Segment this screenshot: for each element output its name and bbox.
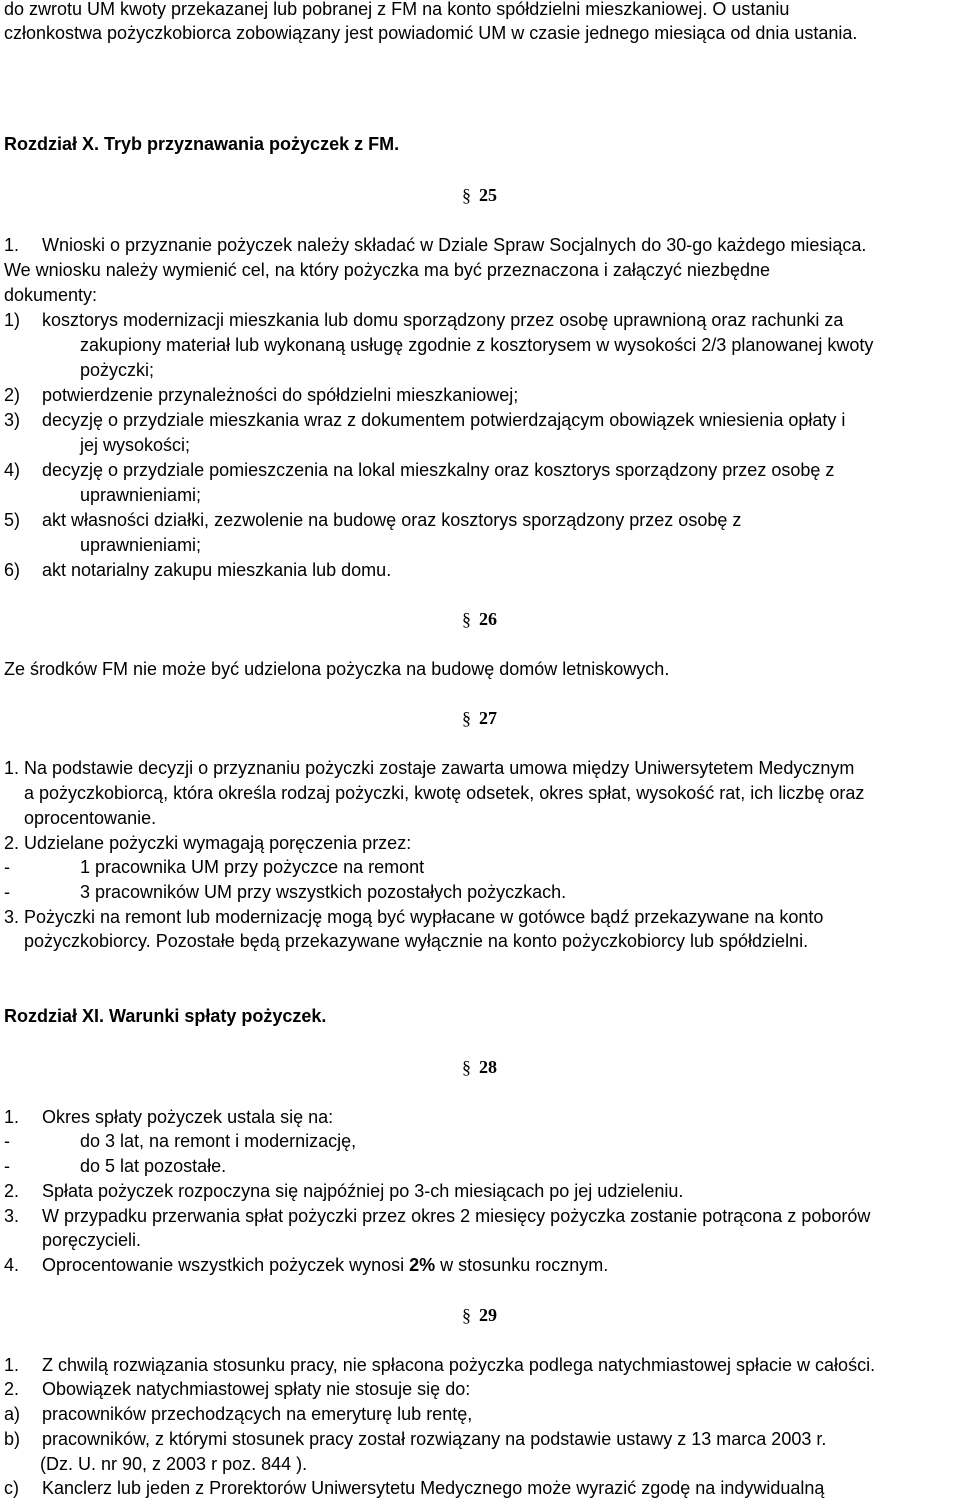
paragraph-text: Spłata pożyczek rozpoczyna się najpóźniej po 3-ch miesiącach po jej udzieleniu.	[42, 1181, 684, 1201]
list-item-text: akt własności działki, zezwolenie na budowę oraz kosztorys sporządzony przez osobę z	[42, 510, 742, 530]
list-item	[4, 458, 834, 482]
list-item-number: 2)	[4, 385, 21, 405]
paragraph-line: poręczycieli.	[42, 1230, 142, 1250]
paragraph-line: 1. Na podstawie decyzji o przyznaniu pożyczki zostaje zawarta umowa między Uniwersytetem Medycznym	[4, 758, 855, 778]
list-item-number: 1)	[4, 310, 21, 330]
paragraph-line: a pożyczkobiorcą, która określa rodzaj pożyczki, kwotę odsetek, okres spłat, wysokość rat, ich liczbę oraz	[24, 783, 865, 803]
section-number	[462, 1055, 497, 1079]
dash-item	[4, 855, 424, 879]
list-item-text: kosztorys modernizacji mieszkania lub domu sporządzony przez osobę uprawnioną oraz rachunki za	[42, 310, 844, 330]
dash-bullet: -	[4, 882, 10, 902]
section-number	[462, 706, 497, 730]
list-item-text: akt notarialny zakupu mieszkania lub domu.	[42, 560, 392, 580]
paragraph-text: Okres spłaty pożyczek ustala się na:	[42, 1107, 334, 1127]
list-item	[4, 408, 845, 432]
paragraph-text: W przypadku przerwania spłat pożyczki przez okres 2 miesięcy pożyczka zostanie potrącona z poborów	[42, 1206, 871, 1226]
section-number-value: 28	[479, 1057, 497, 1077]
list-item-number: c)	[4, 1478, 19, 1498]
section-sign: §	[462, 708, 471, 728]
paragraph-text: Obowiązek natychmiastowej spłaty nie stosuje się do:	[42, 1379, 471, 1399]
list-item-number: 5)	[4, 510, 21, 530]
paragraph-line	[4, 1179, 683, 1203]
paragraph-line: pożyczkobiorcy. Pozostałe będą przekazywane wyłącznie na konto pożyczkobiorcy lub spółdzielni.	[24, 931, 809, 951]
list-item	[4, 1427, 826, 1451]
list-item-number: 6)	[4, 560, 21, 580]
paragraph-line: oprocentowanie.	[24, 808, 157, 828]
paragraph-line: 2. Udzielane pożyczki wymagają poręczenia przez:	[4, 833, 412, 853]
list-item-text: pracowników przechodzących na emeryturę lub rentę,	[42, 1404, 473, 1424]
dash-item	[4, 1154, 226, 1178]
list-item-text: decyzję o przydziale mieszkania wraz z dokumentem potwierdzającym obowiązek wniesienia opłaty i	[42, 410, 846, 430]
list-item	[4, 308, 843, 332]
list-item-continuation: zakupiony materiał lub wykonaną usługę zgodnie z kosztorysem w wysokości 2/3 planowanej kwoty	[80, 335, 874, 355]
paragraph-line: Ze środków FM nie może być udzielona pożyczka na budowę domów letniskowych.	[4, 659, 670, 679]
dash-item	[4, 880, 566, 904]
paragraph-line	[4, 1377, 470, 1401]
list-item-continuation: uprawnieniami;	[80, 535, 202, 555]
paragraph-text: w stosunku rocznym.	[435, 1255, 609, 1275]
list-item-continuation: pożyczki;	[80, 360, 155, 380]
list-item-text: decyzję o przydziale pomieszczenia na lokal mieszkalny oraz kosztorys sporządzony przez osobę z	[42, 460, 835, 480]
dash-bullet: -	[4, 1131, 10, 1151]
section-number-value: 26	[479, 609, 497, 629]
paragraph-line	[4, 1353, 875, 1377]
list-item-text: pracowników, z którymi stosunek pracy został rozwiązany na podstawie ustawy z 13 marca 2003 r.	[42, 1429, 827, 1449]
list-item-text: potwierdzenie przynależności do spółdzielni mieszkaniowej;	[42, 385, 519, 405]
list-item-number: 4)	[4, 460, 21, 480]
section-sign: §	[462, 185, 471, 205]
list-item-number: a)	[4, 1404, 21, 1424]
dash-item-text: 3 pracowników UM przy wszystkich pozostałych pożyczkach.	[80, 882, 567, 902]
paragraph-line	[4, 1204, 870, 1228]
list-item	[4, 1402, 472, 1426]
section-number	[462, 183, 497, 207]
chapter-heading: Rozdział XI. Warunki spłaty pożyczek.	[4, 1006, 327, 1026]
section-sign: §	[462, 1305, 471, 1325]
paragraph-line: We wniosku należy wymienić cel, na który pożyczka ma być przeznaczona i załączyć niezbędne	[4, 260, 771, 280]
list-item-continuation: (Dz. U. nr 90, z 2003 r poz. 844 ).	[40, 1454, 308, 1474]
list-item-text: Kanclerz lub jeden z Prorektorów Uniwersytetu Medycznego może wyrazić zgodę na indywidualną	[42, 1478, 825, 1498]
list-item-number: 3)	[4, 410, 21, 430]
interest-rate: 2%	[409, 1255, 436, 1275]
paragraph-number: 1.	[4, 235, 20, 255]
list-item-number: b)	[4, 1429, 21, 1449]
paragraph-number: 3.	[4, 1206, 20, 1226]
list-item-continuation: jej wysokości;	[80, 435, 191, 455]
dash-item-text: do 5 lat pozostałe.	[80, 1156, 227, 1176]
paragraph-number: 1.	[4, 1355, 20, 1375]
chapter-heading: Rozdział X. Tryb przyznawania pożyczek z FM.	[4, 134, 400, 154]
paragraph-line	[4, 1105, 333, 1129]
paragraph-line: 3. Pożyczki na remont lub modernizację mogą być wypłacane w gotówce bądź przekazywane na konto	[4, 907, 824, 927]
paragraph-number: 2.	[4, 1379, 20, 1399]
paragraph-line: dokumenty:	[4, 285, 98, 305]
section-number-value: 29	[479, 1305, 497, 1325]
section-number-value: 25	[479, 185, 497, 205]
section-number	[462, 1303, 497, 1327]
paragraph-text: Oprocentowanie wszystkich pożyczek wynosi	[42, 1255, 410, 1275]
list-item-continuation: uprawnieniami;	[80, 485, 202, 505]
paragraph-number: 1.	[4, 1107, 20, 1127]
paragraph-text: Z chwilą rozwiązania stosunku pracy, nie spłacona pożyczka podlega natychmiastowej spłacie w całości.	[42, 1355, 876, 1375]
list-item	[4, 383, 518, 407]
dash-bullet: -	[4, 1156, 10, 1176]
section-sign: §	[462, 609, 471, 629]
paragraph-line	[4, 1253, 608, 1277]
section-number	[462, 607, 497, 631]
intro-line: członkostwa pożyczkobiorca zobowiązany jest powiadomić UM w czasie jednego miesiąca od dnia ustania.	[4, 23, 858, 43]
dash-item-text: 1 pracownika UM przy pożyczce na remont	[80, 857, 425, 877]
paragraph-number: 2.	[4, 1181, 20, 1201]
paragraph-text: Wnioski o przyznanie pożyczek należy składać w Dziale Spraw Socjalnych do 30-go każdego miesiąca.	[42, 235, 867, 255]
dash-item	[4, 1129, 356, 1153]
paragraph-number: 4.	[4, 1255, 20, 1275]
section-sign: §	[462, 1057, 471, 1077]
list-item	[4, 558, 391, 582]
dash-item-text: do 3 lat, na remont i modernizację,	[80, 1131, 357, 1151]
dash-bullet: -	[4, 857, 10, 877]
intro-line: do zwrotu UM kwoty przekazanej lub pobranej z FM na konto spółdzielni mieszkaniowej. O ustaniu	[4, 0, 790, 19]
list-item	[4, 1476, 824, 1500]
section-number-value: 27	[479, 708, 497, 728]
list-item	[4, 508, 741, 532]
paragraph-line	[4, 233, 866, 257]
